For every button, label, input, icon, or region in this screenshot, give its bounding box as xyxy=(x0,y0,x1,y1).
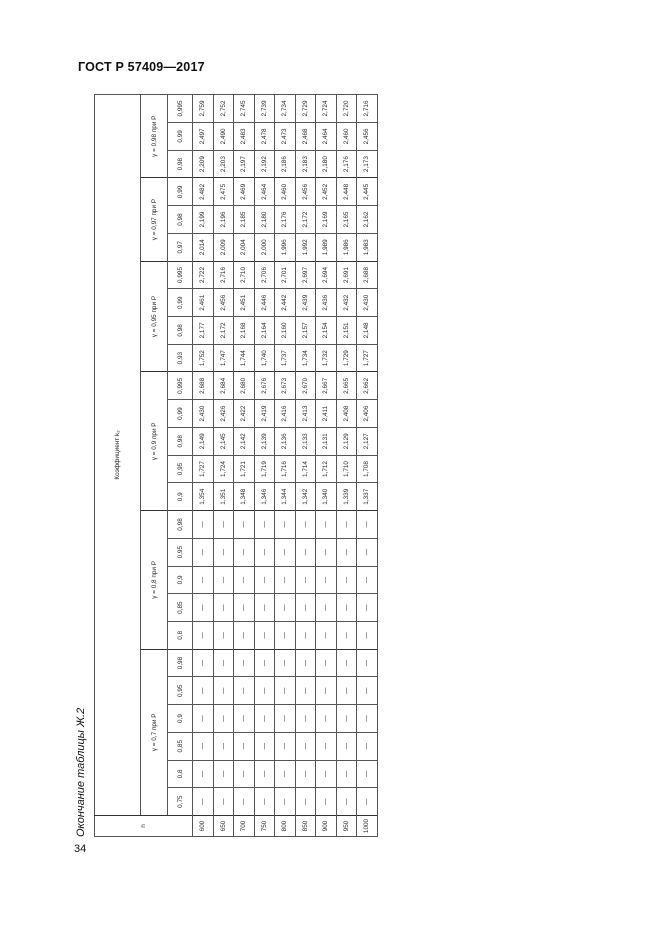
table-cell: — xyxy=(336,594,357,622)
table-cell: 2,665 xyxy=(336,372,357,400)
table-cell: 2,739 xyxy=(254,94,275,122)
table-cell: 2,419 xyxy=(254,400,275,428)
table-cell: — xyxy=(254,621,275,649)
gamma-group-header: γ = 0,9 при P xyxy=(141,372,168,511)
table-cell: 1,714 xyxy=(295,455,316,483)
table-cell: 2,734 xyxy=(275,94,296,122)
table-cell: 1,734 xyxy=(295,344,316,372)
table-cell: — xyxy=(357,566,378,594)
table-cell: — xyxy=(254,511,275,539)
table-cell: 2,129 xyxy=(336,427,357,455)
table-cell: 2,197 xyxy=(234,150,255,178)
table-cell: — xyxy=(234,760,255,788)
table-cell: 2,149 xyxy=(193,427,214,455)
table-cell: — xyxy=(193,566,214,594)
table-cell: 2,406 xyxy=(357,400,378,428)
p-value-header: 0,995 xyxy=(168,94,193,122)
table-cell: 2,468 xyxy=(295,123,316,151)
gamma-group-header: γ = 0,97 при P xyxy=(141,178,168,261)
table-cell: — xyxy=(254,566,275,594)
table-cell: 2,446 xyxy=(254,289,275,317)
table-cell: — xyxy=(295,594,316,622)
table-cell: 1,339 xyxy=(336,483,357,511)
table-cell: 2,710 xyxy=(234,261,255,289)
table-cell: — xyxy=(316,538,337,566)
table-cell: — xyxy=(254,705,275,733)
table-cell: 2,684 xyxy=(213,372,234,400)
table-cell: — xyxy=(336,760,357,788)
table-cell: 2,497 xyxy=(193,123,214,151)
p-value-header: 0,98 xyxy=(168,511,193,539)
table-cell: 2,168 xyxy=(234,317,255,345)
table-cell: 2,203 xyxy=(213,150,234,178)
table-cell: 2,483 xyxy=(234,123,255,151)
table-cell: 2,490 xyxy=(213,123,234,151)
p-value-header: 0,75 xyxy=(168,788,193,816)
table-cell: — xyxy=(193,511,214,539)
table-cell: — xyxy=(295,705,316,733)
table-cell: — xyxy=(275,621,296,649)
table-cell: — xyxy=(336,677,357,705)
table-cell: 2,142 xyxy=(234,427,255,455)
table-cell: — xyxy=(234,538,255,566)
table-cell: — xyxy=(213,732,234,760)
p-value-header: 0,98 xyxy=(168,649,193,677)
table-cell: 2,416 xyxy=(275,400,296,428)
table-cell: 2,192 xyxy=(254,150,275,178)
table-cell: 2,676 xyxy=(254,372,275,400)
gamma-group-header: γ = 0,98 при P xyxy=(141,94,168,178)
table-cell: — xyxy=(234,511,255,539)
table-cell: — xyxy=(357,538,378,566)
table-cell: — xyxy=(357,760,378,788)
table-cell: 2,464 xyxy=(316,123,337,151)
table-cell: 2,460 xyxy=(275,178,296,206)
table-cell: — xyxy=(357,732,378,760)
table-cell: — xyxy=(336,566,357,594)
table-cell: 1,344 xyxy=(275,483,296,511)
table-cell: — xyxy=(213,511,234,539)
table-cell: 2,411 xyxy=(316,400,337,428)
table-cell: 2,445 xyxy=(357,178,378,206)
p-value-header: 0,95 xyxy=(168,455,193,483)
p-value-header: 0,99 xyxy=(168,400,193,428)
table-cell: 2,456 xyxy=(357,123,378,151)
table-cell: — xyxy=(193,760,214,788)
p-value-header: 0,8 xyxy=(168,621,193,649)
table-cell: 1,340 xyxy=(316,483,337,511)
table-cell: 1,721 xyxy=(234,455,255,483)
p-value-header: 0,95 xyxy=(168,538,193,566)
table-cell: — xyxy=(357,594,378,622)
table-row xyxy=(213,94,234,836)
gamma-group-header: γ = 0,7 при P xyxy=(141,649,168,815)
table-cell: — xyxy=(213,594,234,622)
table-cell: 2,670 xyxy=(295,372,316,400)
table-cell: 2,436 xyxy=(316,289,337,317)
table-cell: 1,727 xyxy=(193,455,214,483)
table-cell: — xyxy=(357,649,378,677)
table-cell: 2,452 xyxy=(316,178,337,206)
table-cell: 2,176 xyxy=(275,206,296,234)
table-cell: — xyxy=(336,732,357,760)
table-cell: 2,442 xyxy=(275,289,296,317)
table-cell: 2,165 xyxy=(336,206,357,234)
table-cell: 2,667 xyxy=(316,372,337,400)
table-cell: 2,162 xyxy=(357,206,378,234)
table-cell: — xyxy=(193,594,214,622)
table-cell: 2,160 xyxy=(275,317,296,345)
table-cell: — xyxy=(336,705,357,733)
p-value-header: 0,85 xyxy=(168,594,193,622)
table-cell: 1,996 xyxy=(275,233,296,261)
table-cell: — xyxy=(316,566,337,594)
table-cell: 2,164 xyxy=(254,317,275,345)
table-cell: 2,185 xyxy=(234,206,255,234)
table-row xyxy=(193,94,214,836)
table-cell: 1,747 xyxy=(213,344,234,372)
table-cell: 1,986 xyxy=(336,233,357,261)
table-cell: 2,706 xyxy=(254,261,275,289)
table-cell: — xyxy=(275,788,296,816)
table-cell: — xyxy=(336,788,357,816)
table-cell: 1,337 xyxy=(357,483,378,511)
table-cell: — xyxy=(295,621,316,649)
table-cell: 1,348 xyxy=(234,483,255,511)
table-cell: — xyxy=(254,538,275,566)
table-cell: 2,172 xyxy=(213,317,234,345)
table-cell: 2,183 xyxy=(295,150,316,178)
table-cell: 2,720 xyxy=(336,94,357,122)
table-cell: 2,131 xyxy=(316,427,337,455)
table-cell: — xyxy=(254,649,275,677)
table-cell: 2,180 xyxy=(254,206,275,234)
table-cell: 2,729 xyxy=(295,94,316,122)
table-row xyxy=(254,94,275,836)
table-cell: — xyxy=(316,705,337,733)
table-cell: 2,209 xyxy=(193,150,214,178)
table-cell: — xyxy=(275,594,296,622)
table-cell: 1,354 xyxy=(193,483,214,511)
gamma-group-header: γ = 0,95 при P xyxy=(141,261,168,372)
table-cell: — xyxy=(254,732,275,760)
table-cell: 2,408 xyxy=(336,400,357,428)
n-value: 850 xyxy=(295,816,316,837)
p-value-header: 0,99 xyxy=(168,289,193,317)
table-cell: 2,448 xyxy=(336,178,357,206)
table-cell: — xyxy=(357,788,378,816)
table-cell: — xyxy=(295,732,316,760)
table-cell: 2,176 xyxy=(336,150,357,178)
table-cell: 2,451 xyxy=(234,289,255,317)
p-value-header: 0,9 xyxy=(168,566,193,594)
table-cell: 2,478 xyxy=(254,123,275,151)
table-cell: 2,701 xyxy=(275,261,296,289)
table-cell: 2,694 xyxy=(316,261,337,289)
table-cell: 2,461 xyxy=(193,289,214,317)
table-cell: 1,346 xyxy=(254,483,275,511)
table-cell: 2,133 xyxy=(295,427,316,455)
table-cell: 2,662 xyxy=(357,372,378,400)
table-cell: — xyxy=(254,760,275,788)
table-cell: 2,004 xyxy=(234,233,255,261)
table-cell: — xyxy=(295,511,316,539)
table-cell: — xyxy=(275,677,296,705)
table-cell: 2,009 xyxy=(213,233,234,261)
table-row xyxy=(295,94,316,836)
table-cell: — xyxy=(336,649,357,677)
table-cell: — xyxy=(275,705,296,733)
table-cell: — xyxy=(316,649,337,677)
table-cell: 2,136 xyxy=(275,427,296,455)
table-cell: — xyxy=(193,621,214,649)
table-cell: — xyxy=(295,760,316,788)
table-cell: — xyxy=(254,788,275,816)
p-value-header: 0,93 xyxy=(168,344,193,372)
table-cell: 2,430 xyxy=(193,400,214,428)
p-value-header: 0,98 xyxy=(168,150,193,178)
table-cell: 2,139 xyxy=(254,427,275,455)
p-value-header: 0,97 xyxy=(168,233,193,261)
table-cell: 2,432 xyxy=(336,289,357,317)
table-cell: — xyxy=(213,705,234,733)
n-value: 600 xyxy=(193,816,214,837)
table-cell: 1,351 xyxy=(213,483,234,511)
table-cell: 1,710 xyxy=(336,455,357,483)
table-cell: 2,186 xyxy=(275,150,296,178)
table-cell: — xyxy=(213,788,234,816)
table-cell: — xyxy=(234,732,255,760)
table-cell: — xyxy=(275,649,296,677)
table-cell: 2,180 xyxy=(316,150,337,178)
table-cell: 2,422 xyxy=(234,400,255,428)
table-cell: 2,482 xyxy=(193,178,214,206)
table-cell: 1,752 xyxy=(193,344,214,372)
table-cell: — xyxy=(193,677,214,705)
table-cell: 2,456 xyxy=(295,178,316,206)
table-cell: — xyxy=(275,732,296,760)
table-cell: 2,439 xyxy=(295,289,316,317)
table-cell: 2,716 xyxy=(213,261,234,289)
table-cell: 1,719 xyxy=(254,455,275,483)
p-value-header: 0,85 xyxy=(168,732,193,760)
n-value: 700 xyxy=(234,816,255,837)
table-cell: 2,413 xyxy=(295,400,316,428)
table-cell: — xyxy=(295,649,316,677)
table-cell: 1,727 xyxy=(357,344,378,372)
table-cell: — xyxy=(234,705,255,733)
table-cell: — xyxy=(193,732,214,760)
p-value-header: 0,9 xyxy=(168,705,193,733)
p-value-header: 0,8 xyxy=(168,760,193,788)
p-value-header: 0,95 xyxy=(168,677,193,705)
p-value-header: 0,995 xyxy=(168,261,193,289)
table-cell: — xyxy=(316,732,337,760)
table-cell: — xyxy=(357,677,378,705)
table-cell: 2,172 xyxy=(295,206,316,234)
table-cell: — xyxy=(234,594,255,622)
n-header: n xyxy=(95,816,193,837)
table-cell: — xyxy=(213,538,234,566)
table-cell: 2,688 xyxy=(193,372,214,400)
table-cell: 2,430 xyxy=(357,289,378,317)
table-cell: 2,680 xyxy=(234,372,255,400)
table-cell: — xyxy=(254,677,275,705)
table-cell: — xyxy=(234,677,255,705)
table-cell: 2,000 xyxy=(254,233,275,261)
p-value-header: 0,99 xyxy=(168,178,193,206)
table-cell: 2,014 xyxy=(193,233,214,261)
table-cell: — xyxy=(336,621,357,649)
table-cell: 1,712 xyxy=(316,455,337,483)
table-cell: 2,697 xyxy=(295,261,316,289)
table-cell: — xyxy=(193,705,214,733)
table-cell: — xyxy=(295,538,316,566)
table-cell: 2,196 xyxy=(213,206,234,234)
n-value: 650 xyxy=(213,816,234,837)
table-row xyxy=(234,94,255,836)
table-cell: — xyxy=(357,621,378,649)
n-value: 950 xyxy=(336,816,357,837)
table-cell: 2,154 xyxy=(316,317,337,345)
table-cell: 1,983 xyxy=(357,233,378,261)
n-value: 750 xyxy=(254,816,275,837)
table-cell: — xyxy=(336,538,357,566)
table-cell: 1,989 xyxy=(316,233,337,261)
table-cell: 2,475 xyxy=(213,178,234,206)
table-cell: 2,169 xyxy=(316,206,337,234)
coefficient-header: Коэффициент k₂ xyxy=(95,94,141,815)
p-value-header: 0,98 xyxy=(168,427,193,455)
table-cell: — xyxy=(213,566,234,594)
table-cell: 2,759 xyxy=(193,94,214,122)
p-value-header: 0,995 xyxy=(168,372,193,400)
table-cell: 2,173 xyxy=(357,150,378,178)
table-cell: — xyxy=(193,649,214,677)
table-cell: 2,688 xyxy=(357,261,378,289)
table-cell: 2,145 xyxy=(213,427,234,455)
table-cell: — xyxy=(295,566,316,594)
p-value-header: 0,9 xyxy=(168,483,193,511)
table-cell: — xyxy=(316,621,337,649)
table-cell: 1,737 xyxy=(275,344,296,372)
table-cell: 2,464 xyxy=(254,178,275,206)
page-number: 34 xyxy=(74,843,87,855)
table-cell: — xyxy=(275,511,296,539)
table-cell: — xyxy=(295,788,316,816)
table-cell: — xyxy=(316,677,337,705)
table-cell: 1,992 xyxy=(295,233,316,261)
table-cell: — xyxy=(316,511,337,539)
table-cell: 2,127 xyxy=(357,427,378,455)
table-cell: 1,342 xyxy=(295,483,316,511)
table-cell: 2,473 xyxy=(275,123,296,151)
n-value: 900 xyxy=(316,816,337,837)
table-cell: 1,740 xyxy=(254,344,275,372)
table-cell: 2,691 xyxy=(336,261,357,289)
table-cell: — xyxy=(213,760,234,788)
rotated-table-wrapper xyxy=(94,95,371,837)
table-cell: 2,148 xyxy=(357,317,378,345)
table-cell: 2,456 xyxy=(213,289,234,317)
table-row xyxy=(316,94,337,836)
table-cell: — xyxy=(234,788,255,816)
table-row xyxy=(275,94,296,836)
table-cell: 1,716 xyxy=(275,455,296,483)
table-row xyxy=(336,94,357,836)
p-value-header: 0,98 xyxy=(168,206,193,234)
table-cell: 2,469 xyxy=(234,178,255,206)
n-value: 1000 xyxy=(357,816,378,837)
table-cell: — xyxy=(234,566,255,594)
table-cell: 2,460 xyxy=(336,123,357,151)
table-cell: 2,745 xyxy=(234,94,255,122)
table-cell: 1,724 xyxy=(213,455,234,483)
table-cell: 2,177 xyxy=(193,317,214,345)
table-cell: — xyxy=(316,594,337,622)
table-cell: — xyxy=(234,649,255,677)
n-value: 800 xyxy=(275,816,296,837)
table-cell: — xyxy=(357,511,378,539)
p-value-header: 0,98 xyxy=(168,317,193,345)
table-cell: — xyxy=(234,621,255,649)
table-cell: — xyxy=(316,788,337,816)
table-cell: 1,732 xyxy=(316,344,337,372)
document-header: ГОСТ Р 57409—2017 xyxy=(78,60,205,74)
table-cell: 2,752 xyxy=(213,94,234,122)
table-cell: 1,708 xyxy=(357,455,378,483)
table-row xyxy=(357,94,378,836)
table-cell: 1,744 xyxy=(234,344,255,372)
table-cell: — xyxy=(193,788,214,816)
table-cell: — xyxy=(193,538,214,566)
table-cell: 2,157 xyxy=(295,317,316,345)
table-cell: 2,199 xyxy=(193,206,214,234)
table-cell: 2,673 xyxy=(275,372,296,400)
table-cell: — xyxy=(316,760,337,788)
table-cell: — xyxy=(213,621,234,649)
table-cell: 2,716 xyxy=(357,94,378,122)
gamma-group-header: γ = 0,8 при P xyxy=(141,511,168,650)
table-cell: — xyxy=(275,566,296,594)
table-cell: 1,729 xyxy=(336,344,357,372)
table-cell: 2,724 xyxy=(316,94,337,122)
table-cell: — xyxy=(254,594,275,622)
table-cell: — xyxy=(275,538,296,566)
table-cell: 2,722 xyxy=(193,261,214,289)
table-cell: — xyxy=(357,705,378,733)
table-cell: 2,151 xyxy=(336,317,357,345)
table-caption: Окончание таблицы Ж.2 xyxy=(75,707,87,837)
table-cell: — xyxy=(336,511,357,539)
table-cell: — xyxy=(213,677,234,705)
table-cell: — xyxy=(275,760,296,788)
p-value-header: 0,99 xyxy=(168,123,193,151)
coefficient-table xyxy=(94,94,378,837)
table-cell: — xyxy=(213,649,234,677)
table-cell: 2,426 xyxy=(213,400,234,428)
table-cell: — xyxy=(295,677,316,705)
